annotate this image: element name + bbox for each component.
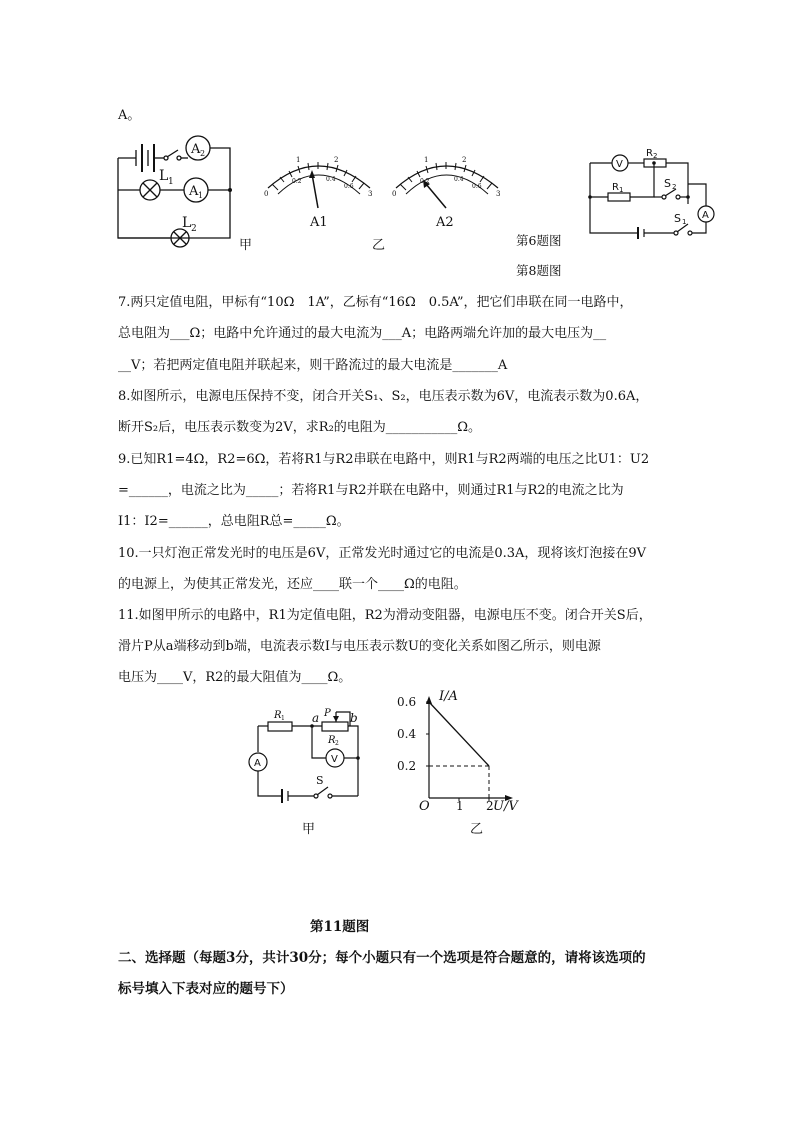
fig6-a2-label: A (191, 142, 201, 157)
fig11-circuit (240, 700, 380, 812)
a2-tick-06: 0.6 (472, 183, 482, 190)
fig11-r2-label: R (328, 735, 336, 746)
fig8-s2-label: S (664, 177, 671, 190)
fig11-jia-label: 甲 (302, 822, 316, 837)
section2-line2: 标号填入下表对应的题号下） (118, 981, 294, 997)
fig11-r1-label: R (274, 710, 282, 721)
a1-dial-label: A1 (310, 215, 328, 230)
y-tick-label-2: 0.6 (397, 695, 417, 709)
fig11-b-label: b (350, 711, 358, 725)
y-tick-label-0: 0.2 (397, 759, 417, 773)
q10-line1: 10.一只灯泡正常发光时的电压是6V，正常发光时通过它的电流是0.3A，现将该灯泡接在9V (118, 546, 647, 561)
fig11-caption: 第11题图 (310, 919, 370, 935)
fig11-a-label: a (312, 711, 320, 725)
fig6-yi-label: 乙 (372, 238, 386, 253)
fig6-circuit (112, 132, 252, 248)
fig6-jia-label: 甲 (239, 238, 253, 253)
fig6-l2-label: L (182, 215, 192, 231)
fig8-v-label: V (616, 159, 623, 170)
fig6-a2-sub: 2 (200, 149, 206, 158)
y-axis-label: I/A (439, 689, 458, 704)
fig8-r2-sub: 2 (653, 152, 658, 160)
q11-line3: 电压为____V，R2的最大阻值为____Ω。 (118, 670, 352, 685)
a2-tick-1: 1 (424, 156, 429, 164)
fig8-r1-label: R (612, 182, 619, 193)
x-axis-label: U/V (493, 799, 518, 814)
a2-tick-02: 0.2 (420, 178, 430, 185)
fig11-voltmeter-label: V (331, 754, 338, 765)
fig6-l1-label: L (159, 168, 169, 184)
fig8-r1-sub: 1 (619, 186, 624, 194)
a2-end-3: 3 (496, 190, 501, 198)
fig6-l2-sub: 2 (191, 224, 197, 234)
a1-end-3: 3 (368, 190, 373, 198)
q7-line1: 7.两只定值电阻，甲标有“10Ω 1A”，乙标有“16Ω 0.5A”，把它们串联在同一电路中， (118, 295, 633, 310)
a1-tick-04: 0.4 (326, 176, 336, 183)
a1-tick-02: 0.2 (292, 178, 302, 185)
x-tick-label-1: 2 (486, 799, 494, 813)
a2-end-0: 0 (392, 190, 397, 198)
a1-tick-06: 0.6 (344, 183, 354, 190)
fig11-yi-label: 乙 (470, 822, 484, 837)
fig6-l1-sub: 1 (168, 177, 174, 187)
fig11-r2-sub: 2 (335, 740, 339, 747)
origin-label: O (419, 799, 430, 814)
fig6-caption: 第6题图 (516, 233, 562, 248)
q9-line2: =______，电流之比为_____；若将R1与R2并联在电路中，则通过R1与R2的电流之比为 (118, 483, 624, 498)
ammeter-dial-a2 (386, 150, 510, 230)
fig8-a-label: A (702, 210, 709, 221)
fig11-p-label: P (324, 708, 331, 719)
q9-line3: I1：I2=______，总电阻R总=_____Ω。 (118, 514, 350, 529)
ammeter-dial-a1 (258, 150, 382, 230)
q11-line2: 滑片P从a端移动到b端，电流表示数I与电压表示数U的变化关系如图乙所示，则电源 (118, 639, 601, 654)
top-fragment: A。 (118, 108, 141, 123)
q8-line2: 断开S₂后，电压表示数变为2V，求R₂的电阻为___________Ω。 (118, 420, 482, 435)
section2-line1: 二、选择题（每题3分，共计30分；每个小题只有一个选项是符合题意的，请将该选项的 (118, 950, 646, 966)
fig11-switch-label: S (316, 774, 324, 787)
a1-tick-1: 1 (296, 156, 301, 164)
a1-tick-2: 2 (334, 156, 339, 164)
y-tick-label-1: 0.4 (397, 727, 417, 741)
fig8-caption: 第8题图 (516, 263, 562, 278)
a2-tick-2: 2 (462, 156, 467, 164)
q9-line1: 9.已知R1=4Ω，R2=6Ω，若将R1与R2串联在电路中，则R1与R2两端的电压之比U1：U2 (118, 452, 650, 467)
fig8-circuit (582, 140, 722, 244)
q7-line3: __V；若把两定值电阻并联起来，则干路流过的最大电流是_______A (118, 358, 508, 373)
fig11-ammeter-label: A (254, 758, 261, 769)
a2-tick-04: 0.4 (454, 176, 464, 183)
fig8-r2-label: R (646, 148, 653, 159)
x-tick-label-0: 1 (456, 799, 464, 813)
fig11-iv-graph (395, 689, 518, 815)
q7-line2: 总电阻为___Ω；电路中允许通过的最大电流为___A；电路两端允许加的最大电压为__ (118, 326, 607, 341)
fig8-s1-label: S (674, 212, 681, 225)
q11-line1: 11.如图甲所示的电路中，R1为定值电阻，R2为滑动变阻器，电源电压不变。闭合开关S后， (118, 608, 652, 623)
q10-line2: 的电源上，为使其正常发光，还应____联一个____Ω的电阻。 (118, 577, 467, 592)
fig6-a1-sub: 1 (198, 191, 204, 200)
fig8-s2-sub: 2 (672, 183, 677, 191)
a2-dial-label: A2 (436, 215, 454, 230)
fig6-a1-label: A (189, 184, 199, 199)
q8-line1: 8.如图所示，电源电压保持不变，闭合开关S₁、S₂，电压表示数为6V，电流表示数为0.6A， (118, 389, 649, 404)
fig11-r1-sub: 1 (281, 715, 285, 722)
series-line-0-0 (429, 702, 489, 766)
fig8-s1-sub: 1 (682, 218, 687, 226)
a1-end-0: 0 (264, 190, 269, 198)
